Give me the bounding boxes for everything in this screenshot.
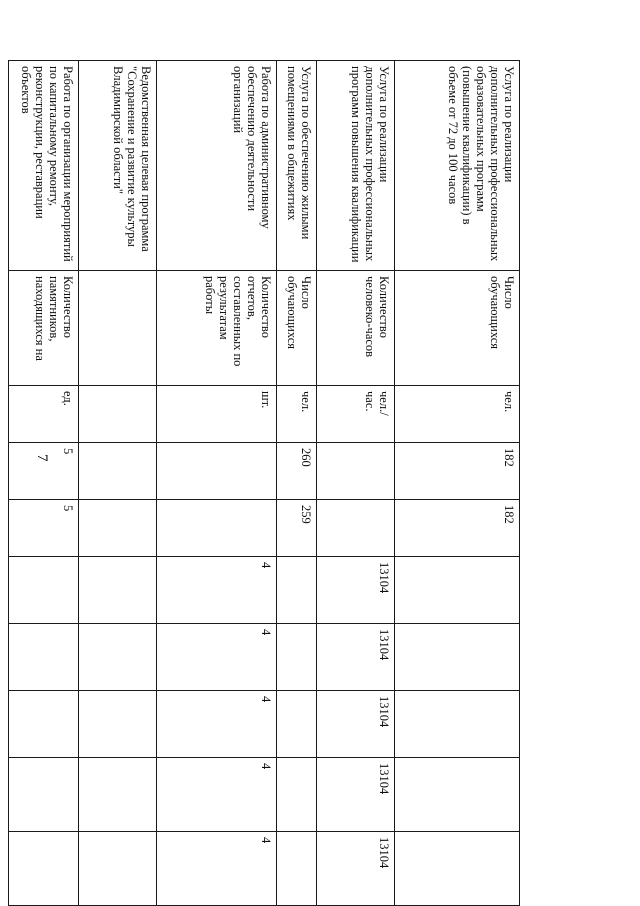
indicator-cell: Количество памятников, находящихся на <box>9 271 79 386</box>
value-cell <box>277 832 317 906</box>
value-cell <box>277 691 317 758</box>
table-row <box>395 61 520 906</box>
service-cell: Ведомственная целевая программа "Сохранение и развитие культуры Владимирской области" <box>79 61 157 271</box>
table-row <box>79 61 157 906</box>
value-cell <box>395 832 520 906</box>
table-row <box>9 61 79 906</box>
indicator-cell: Количество человеко-часов <box>317 271 395 386</box>
value-cell: 4 <box>157 758 277 832</box>
unit-cell: шт. <box>157 386 277 443</box>
service-cell: Услуга по реализации дополнительных профессиональных программ повышения квалификации <box>317 61 395 271</box>
value-cell: 13104 <box>317 691 395 758</box>
value-cell: 4 <box>157 557 277 624</box>
value-cell <box>277 624 317 691</box>
value-cell <box>277 758 317 832</box>
indicator-cell: Число обучающихся <box>277 271 317 386</box>
value-cell <box>395 691 520 758</box>
value-cell: 5 <box>9 500 79 557</box>
indicator-cell: Число обучающихся <box>395 271 520 386</box>
value-cell <box>395 557 520 624</box>
value-cell <box>277 557 317 624</box>
value-cell: 259 <box>277 500 317 557</box>
page-number: 7 <box>34 454 50 462</box>
value-cell: 182 <box>395 500 520 557</box>
value-cell: 13104 <box>317 557 395 624</box>
value-cell: 4 <box>157 624 277 691</box>
service-cell: Услуга по обеспечению жилыми помещениями в общежитиях <box>277 61 317 271</box>
value-cell: 13104 <box>317 832 395 906</box>
value-cell <box>79 691 157 758</box>
value-cell <box>79 500 157 557</box>
value-cell: 13104 <box>317 624 395 691</box>
value-cell <box>79 557 157 624</box>
service-cell: Услуга по реализации дополнительных профессиональных образовательных программ (повышение квалификации) в объеме от 72 до 100 часов <box>395 61 520 271</box>
service-cell: Работа по организации мероприятий по капитальному ремонту, реконструкции, реставрации объектов <box>9 61 79 271</box>
value-cell <box>9 691 79 758</box>
value-cell: 5 <box>9 443 79 500</box>
value-cell: 260 <box>277 443 317 500</box>
service-cell: Работа по административному обеспечению деятельности организаций <box>157 61 277 271</box>
unit-cell: чел. <box>395 386 520 443</box>
value-cell: 182 <box>395 443 520 500</box>
value-cell <box>79 443 157 500</box>
value-cell <box>9 758 79 832</box>
value-cell <box>157 443 277 500</box>
services-table <box>8 60 520 906</box>
value-cell <box>317 443 395 500</box>
table-row <box>277 61 317 906</box>
table-row <box>157 61 277 906</box>
value-cell <box>157 500 277 557</box>
indicator-cell: Количество отчетов, составленных по результатам работы <box>157 271 277 386</box>
value-cell <box>9 832 79 906</box>
indicator-cell <box>79 271 157 386</box>
value-cell <box>9 557 79 624</box>
value-cell <box>79 832 157 906</box>
value-cell <box>9 624 79 691</box>
value-cell <box>79 758 157 832</box>
value-cell <box>79 624 157 691</box>
unit-cell: чел./ час. <box>317 386 395 443</box>
value-cell: 4 <box>157 832 277 906</box>
unit-cell: ед. <box>9 386 79 443</box>
value-cell: 13104 <box>317 758 395 832</box>
value-cell <box>395 624 520 691</box>
value-cell: 4 <box>157 691 277 758</box>
value-cell <box>395 758 520 832</box>
unit-cell: чел. <box>277 386 317 443</box>
table-row <box>317 61 395 906</box>
unit-cell <box>79 386 157 443</box>
rotated-table-container <box>19 60 520 905</box>
value-cell <box>317 500 395 557</box>
